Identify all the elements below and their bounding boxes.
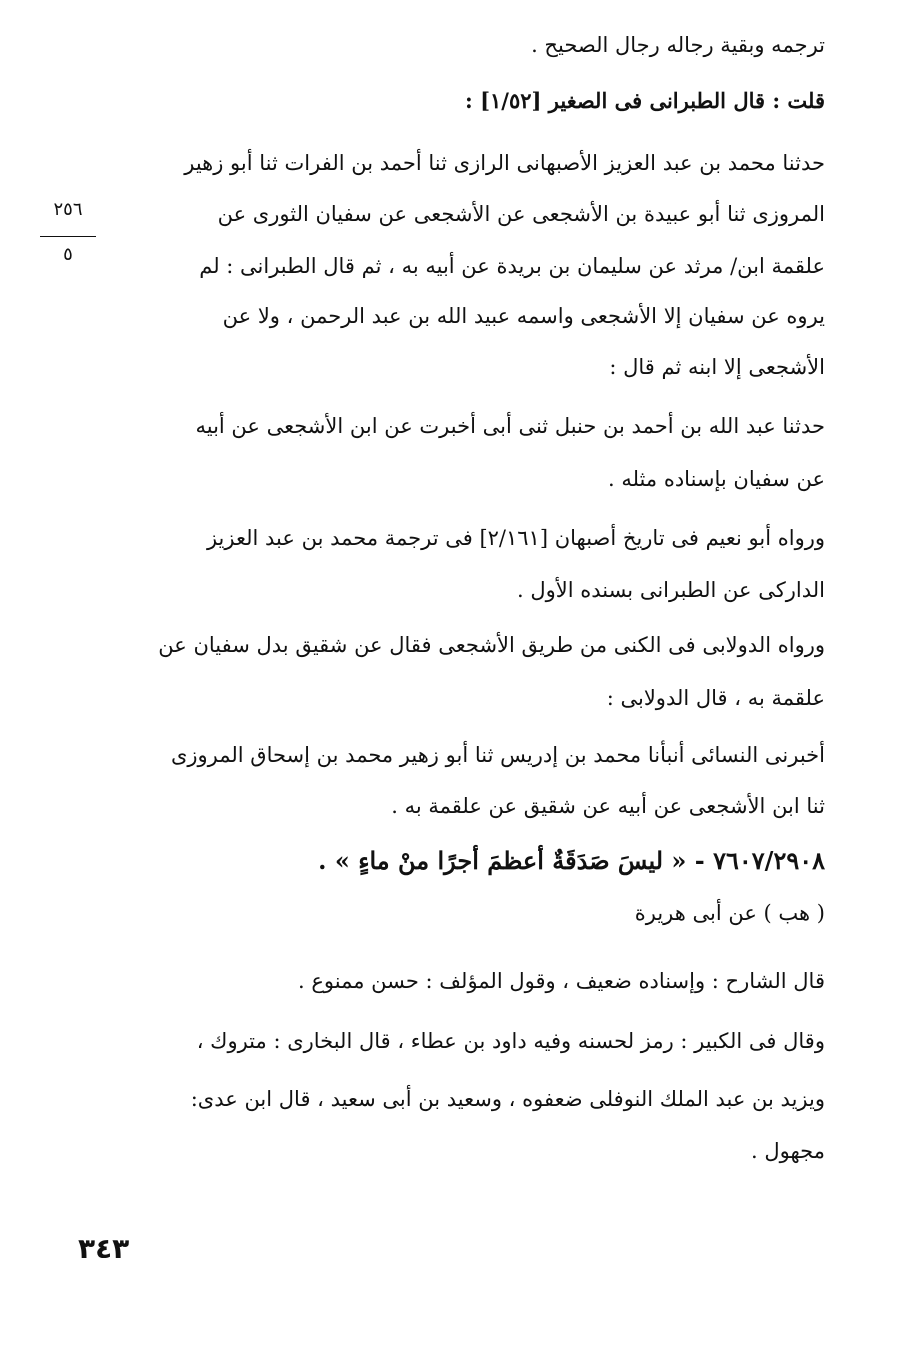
- text-line-2: قلت : قال الطبرانى فى الصغير [١/٥٢] :: [465, 88, 825, 113]
- text-line-11: الداركى عن الطبرانى بسنده الأول .: [516, 578, 825, 602]
- text-line-20: ويزيد بن عبد الملك النوفلى ضعفوه ، وسعيد بن أبى سعيد ، قال ابن عدى:: [190, 1087, 825, 1111]
- text-line-3: حدثنا محمد بن عبد العزيز الأصبهانى الرازى ثنا أحمد بن الفرات ثنا أبو زهير: [184, 151, 825, 175]
- text-line-21: مجهول .: [751, 1139, 825, 1163]
- text-line-14: أخبرنى النسائى أنبأنا محمد بن إدريس ثنا أبو زهير محمد بن إسحاق المروزى: [170, 743, 825, 767]
- hadith-heading: ٧٦٠٧/٢٩٠٨ - « ليسَ صَدَقَةٌ أعظمَ أجرًا منْ ماءٍ » .: [318, 846, 825, 875]
- page-number: ٣٤٣: [78, 1232, 130, 1265]
- margin-reference: [38, 198, 98, 267]
- text-line-4: المروزى ثنا أبو عبيدة بن الأشجعى عن الأشجعى عن سفيان الثورى عن: [217, 202, 825, 226]
- text-line-7: الأشجعى إلا ابنه ثم قال :: [609, 355, 825, 379]
- text-line-6: يروه عن سفيان إلا الأشجعى واسمه عبيد الله بن عبد الرحمن ، ولا عن: [222, 304, 825, 328]
- margin-reference-divider: [40, 236, 96, 237]
- text-line-5: علقمة ابن/ مرثد عن سليمان بن بريدة عن أبيه به ، ثم قال الطبرانى : لم: [199, 254, 825, 278]
- text-line-15: ثنا ابن الأشجعى عن أبيه عن شقيق عن علقمة به .: [391, 794, 825, 818]
- margin-reference-volume: ٢٥٦: [53, 199, 83, 220]
- text-line-19: وقال فى الكبير : رمز لحسنه وفيه داود بن عطاء ، قال البخارى : متروك ،: [196, 1029, 825, 1053]
- text-line-18: قال الشارح : وإسناده ضعيف ، وقول المؤلف : حسن ممنوع .: [298, 969, 825, 993]
- margin-reference-page: ٥: [63, 244, 73, 265]
- text-line-10: ورواه أبو نعيم فى تاريخ أصبهان [٢/١٦١] فى ترجمة محمد بن عبد العزيز: [206, 526, 825, 550]
- text-line-1: ترجمه وبقية رجاله رجال الصحيح .: [531, 33, 825, 57]
- hadith-source: ( هب ) عن أبى هريرة: [634, 901, 825, 925]
- text-line-9: عن سفيان بإسناده مثله .: [608, 467, 825, 491]
- text-line-12: ورواه الدولابى فى الكنى من طريق الأشجعى فقال عن شقيق بدل سفيان عن: [158, 633, 825, 657]
- text-line-13: علقمة به ، قال الدولابى :: [606, 686, 825, 710]
- text-line-8: حدثنا عبد الله بن أحمد بن حنبل ثنى أبى أخبرت عن ابن الأشجعى عن أبيه: [195, 414, 825, 438]
